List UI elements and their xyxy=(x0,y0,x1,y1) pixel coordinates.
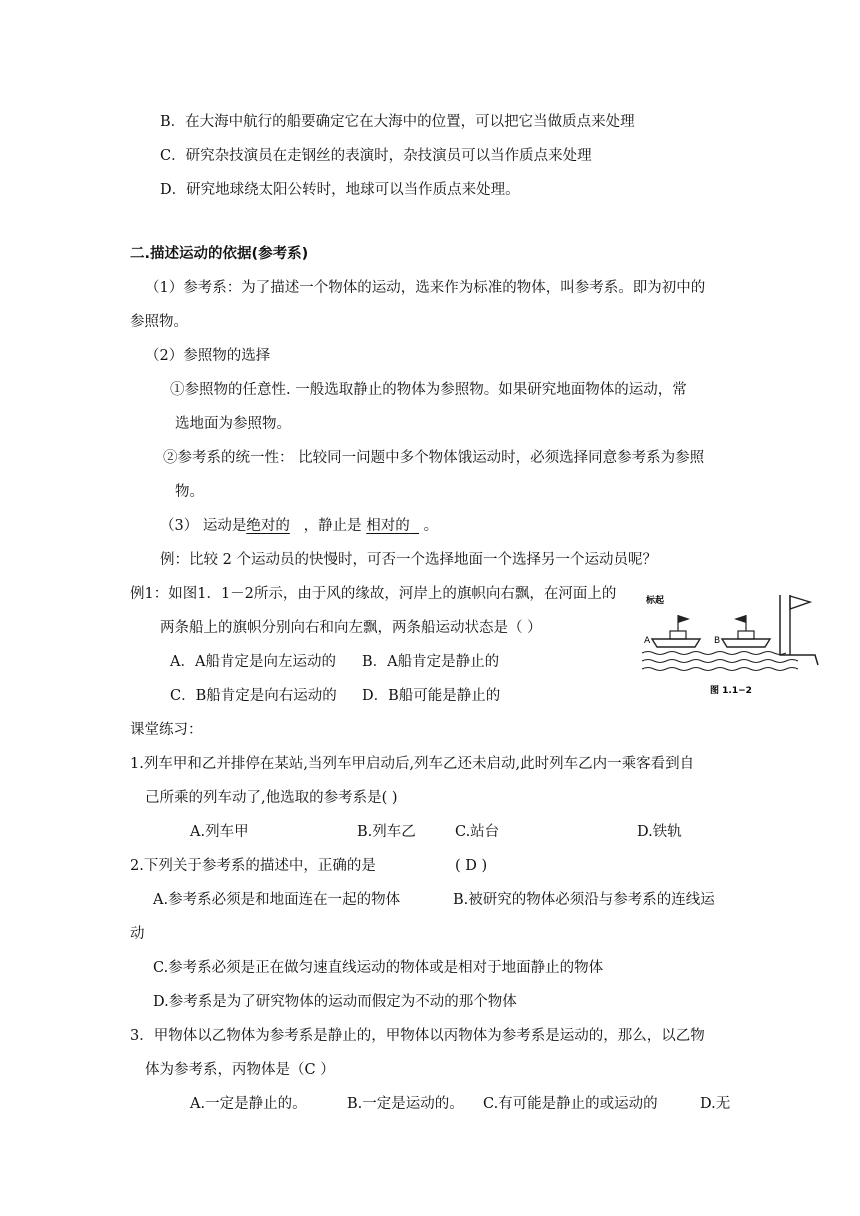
figure-corner-label: 标起 xyxy=(646,596,665,606)
paragraph-3-mid: ，静止是 xyxy=(303,518,367,534)
question-2-line-1: 2.下列关于参考系的描述中，正确的是 xyxy=(130,858,376,874)
question-1-line-1: 1.列车甲和乙并排停在某站,当列车甲启动后,列车乙还未启动,此时列车乙内一乘客看到自 xyxy=(130,756,695,772)
question-1-line-2: 己所乘的列车动了,他选取的参考系是( ) xyxy=(145,790,398,806)
question-3-option-a: A.一定是静止的。 xyxy=(190,1096,307,1112)
boat-b-flag xyxy=(734,615,746,623)
question-2-answer: ( D ) xyxy=(455,858,488,874)
boat-a-label: A xyxy=(644,636,651,646)
question-1-option-b: B.列车乙 xyxy=(357,824,416,840)
example-question: 例：比较 2 个运动员的快慢时，可否一个选择地面一个选择另一个运动员呢？ xyxy=(160,552,657,568)
question-3-option-d: D.无 xyxy=(700,1096,731,1112)
question-3-option-b: B.一定是运动的。 xyxy=(347,1096,464,1112)
question-3-option-c: C.有可能是静止的或运动的 xyxy=(483,1096,658,1112)
paragraph-2b-line-1: ②参考系的统一性： 比较同一问题中多个物体饿运动时，必须选择同意参考系为参照 xyxy=(163,450,705,466)
paragraph-3 xyxy=(160,516,438,536)
paragraph-2a-line-1: ①参照物的任意性. 一般选取静止的物体为参照物。如果研究地面物体的运动，常 xyxy=(170,382,687,398)
question-2-option-c: C.参考系必须是正在做匀速直线运动的物体或是相对于地面静止的物体 xyxy=(153,960,604,976)
example-1-option-b: B．A船肯定是静止的 xyxy=(362,654,500,670)
prev-option-c: C．研究杂技演员在走钢丝的表演时，杂技演员可以当作质点来处理 xyxy=(160,148,592,164)
figure-boats-flags xyxy=(640,585,830,710)
example-1-line-2: 两条船上的旗帜分别向右和向左飘，两条船运动状态是（ ） xyxy=(160,620,542,636)
section-heading: 二.描述运动的依据(参考系) xyxy=(130,246,309,262)
question-2-option-d: D.参考系是为了研究物体的运动而假定为不动的那个物体 xyxy=(153,994,517,1010)
example-1-option-c: C．B船肯定是向右运动的 xyxy=(170,688,337,704)
blank-relative: 相对的 xyxy=(366,518,410,534)
paragraph-1-line-2: 参照物。 xyxy=(130,314,188,330)
example-1-option-d: D．B船可能是静止的 xyxy=(362,688,501,704)
paragraph-3-prefix: （3） 运动是 xyxy=(160,518,247,534)
paragraph-3-end: 。 xyxy=(419,518,439,534)
water-waves xyxy=(642,652,798,671)
question-3-line-1: 3．甲物体以乙物体为参考系是静止的，甲物体以丙物体为参考系是运动的，那么，以乙物 xyxy=(130,1028,705,1044)
paragraph-2a-line-2: 选地面为参照物。 xyxy=(175,416,291,432)
boat-a xyxy=(652,639,700,647)
shore-line xyxy=(780,595,790,655)
question-2-option-a: A.参考系必须是和地面连在一起的物体 xyxy=(153,892,401,908)
paragraph-1-line-1: （1）参考系：为了描述一个物体的运动，选来作为标准的物体，叫参考系。即为初中的 xyxy=(145,280,706,296)
paragraph-2: （2）参照物的选择 xyxy=(145,348,271,364)
question-1-option-a: A.列车甲 xyxy=(190,824,249,840)
figure-caption: 图 1.1−2 xyxy=(710,686,752,696)
prev-option-d: D．研究地球绕太阳公转时，地球可以当作质点来处理。 xyxy=(160,182,520,198)
example-1-line-1: 例1：如图1．1－2所示，由于风的缘故，河岸上的旗帜向右飘，在河面上的 xyxy=(130,586,617,602)
question-3-line-2: 体为参考系，丙物体是（C ） xyxy=(145,1062,335,1078)
shore-flag xyxy=(790,596,810,609)
boat-a-flag xyxy=(678,615,690,623)
question-1-option-d: D.铁轨 xyxy=(637,824,682,840)
blank-absolute: 绝对的 xyxy=(246,518,290,534)
example-1-option-a: A．A船肯定是向左运动的 xyxy=(170,654,336,670)
prev-option-b: B．在大海中航行的船要确定它在大海中的位置，可以把它当做质点来处理 xyxy=(160,114,635,130)
question-2-option-b: B.被研究的物体必须沿与参考系的连线运 xyxy=(453,892,715,908)
question-1-option-c: C.站台 xyxy=(455,824,500,840)
boat-b xyxy=(722,639,770,647)
practice-heading: 课堂练习： xyxy=(130,722,203,738)
paragraph-2b-line-2: 物。 xyxy=(175,484,204,500)
question-2-option-b-continued: 动 xyxy=(130,926,145,942)
boat-b-label: B xyxy=(714,636,721,646)
